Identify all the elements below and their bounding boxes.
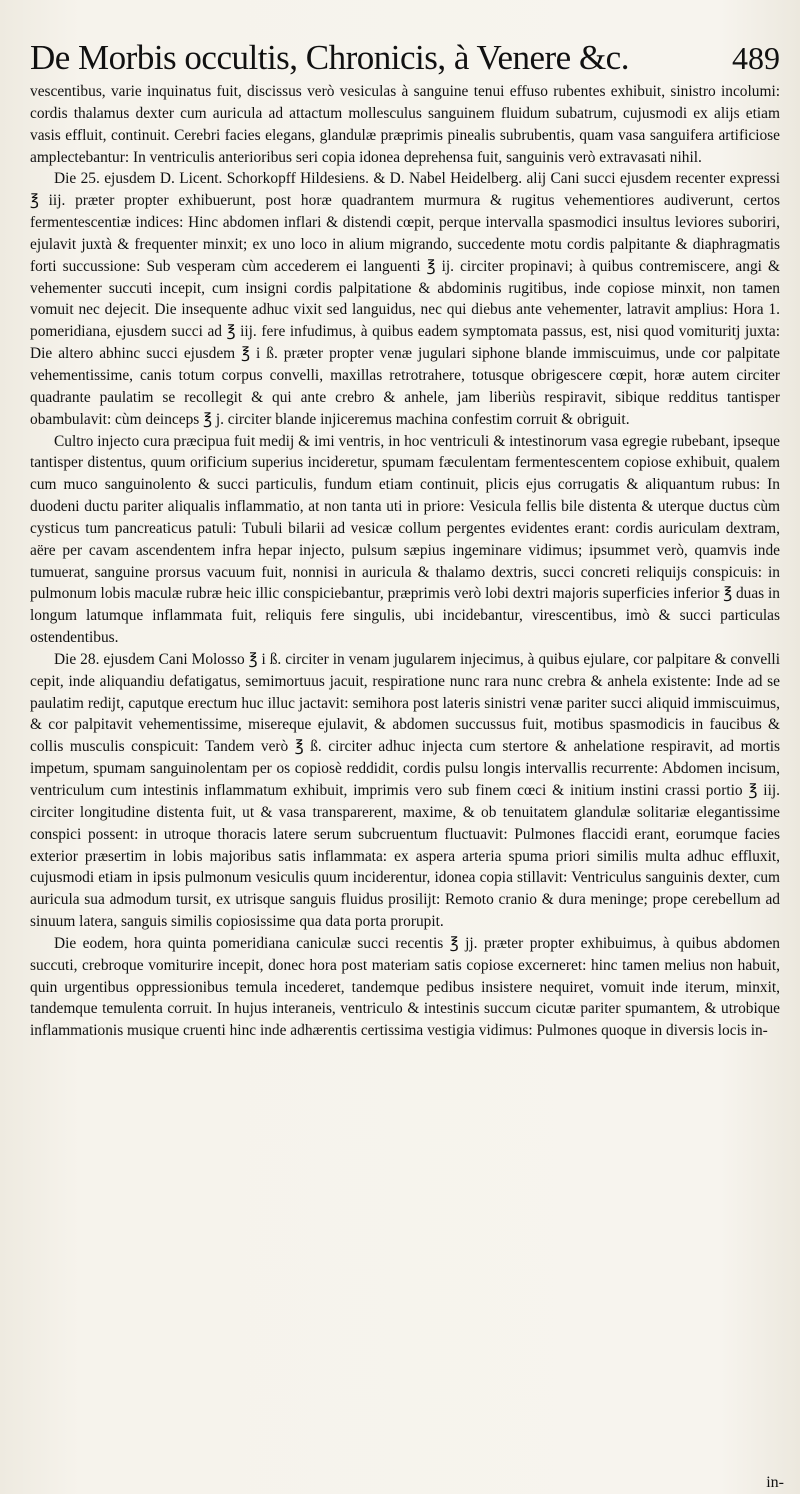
- paragraph: Die 28. ejusdem Cani Molosso ℥ i ß. circiter in venam jugularem injecimus, à quibus ejulare, cor palpitare & convelli cepit, inde aliquandiu defatigatus, semimortuus jacuit, respiratione nunc rara nunc crebra & anhela existente: Inde ad se paulatim redijt, caputque erectum huc illuc jactavit: semihora post lateris sinistri venæ pariter succi aliquid immiscuimus, & cor palpitavit vehementissime, misereque ejulavit, & abdomen succussus fuit, motibus spasmodicis in faucibus & collis musculis conspicuit: Tandem verò ℥ ß. circiter adhuc injecta cum stertore & anhelatione respiravit, ad mortis impetum, spumam sanguinolentam per os copiosè reddidit, cordis pulsu longis intervallis recurrente: Abdomen incisum, ventriculum cum intestinis inflammatum exhibuit, imprimis vero sub finem cœci & initium instini crassi portio ℥ iij. circiter longitudine distenta fuit, ut & vasa transparerent, maxime, & ob tenuitatem glandulæ solitariæ elegantissime conspici possent: in utroque thoracis latere serum subcruentum fluctuavit: Pulmones flaccidi erant, eorumque facies exterior præsertim in lobis majoribus satis inflammata: ex aspera arteria spuma priori similis multa adhuc effluxit, cujusmodi etiam in ipsis pulmonum vesiculis quum inciderentur, idonea copia stillavit: Ventriculus sanguinis dexter, cum auricula sua admodum tursit, ex utrisque sanguis fluidus prosilijt: Remoto cranio & dura meninge; prope cerebellum ad sinuum latera, sanguis similis copiosissime qua data porta prorupit.: [30, 650, 780, 931]
- page-number: 489: [732, 40, 780, 76]
- catchword: in-: [766, 1474, 784, 1491]
- running-header: [30, 40, 780, 75]
- running-title: De Morbis occultis, Chronicis, à Venere &c.: [30, 38, 629, 77]
- paragraph: vescentibus, varie inquinatus fuit, discissus verò vesiculas à sanguine tenui effuso rubentes exhibuit, sinistro incolumi: cordis thalamus dexter cum auricula ad attactum mollesculus sanguinem fluidum subatrum, cujusmodi ex alijs etiam vasis effluit, continuit. Cerebri facies elegans, glandulæ præprimis pinealis subrubentis, quam vasa sanguifera artificiose amplectebantur: In ventriculis anterioribus seri copia idonea deprehensa fuit, sanguinis verò extravasati nihil.: [30, 83, 780, 166]
- body-text: [30, 81, 780, 1042]
- paragraph: Die eodem, hora quinta pomeridiana caniculæ succi recentis ℥ jj. præter propter exhibuimus, à quibus abdomen succuti, crebroque vomiturire incepit, donec hora post materiam satis copiose excerneret: hinc tamen melius non habuit, quin urgentibus oppressionibus temula incederet, tandemque pedibus insistere nequiret, vomuit inde iterum, minxit, tandemque temulenta corruit. In hujus interaneis, ventriculo & intestinis succum cicutæ pariter spumantem, & utrobique inflammationis musique cruenti hinc inde adhærentis certissima vestigia vidimus: Pulmones quoque in diversis locis in-: [30, 934, 780, 1040]
- paragraph: Die 25. ejusdem D. Licent. Schorkopff Hildesiens. & D. Nabel Heidelberg. alij Cani succi ejusdem recenter expressi ℥ iij. præter propter exhibuerunt, post horæ quadrantem murmura & rugitus vehementiores audiverunt, certos fermentescentiæ indices: Hinc abdomen inflari & distendi cœpit, perque intervalla spasmodici insultus leviores suboriri, ejulavit juxtà & frequenter minxit; ex uno loco in alium migrando, succedente motu cordis palpitante & diaphragmatis forti succussione: Sub vesperam cùm accederem ei languenti ℥ ij. circiter propinavi; à quibus contremiscere, angi & vehementer succuti incepit, cum insigni cordis palpitatione & abdominis rugitibus, inde copiose minxit, non tamen vomuit nec dejecit. Die insequente adhuc vixit sed languidus, nec qui diebus ante vehementer, latravit amplius: Hora 1. pomeridiana, ejusdem succi ad ℥ iij. fere infudimus, à quibus eadem symptomata passus, est, nisi quod vomituritj juxta: Die altero abhinc succi ejusdem ℥ i ß. præter propter venæ jugulari siphone blande immiscuimus, unde cor palpitate vehementissime, canis totum corpus convelli, maxillas retrotrahere, totusque obrigescere cœpit, horæ autem circiter quadrante paulatim se recollegit & qui ante crebro & anhele, jam liberiùs respiravit, sibique redditus tantisper obambulavit: cùm deinceps ℥ j. circiter blande injiceremus machina confestim corruit & obriguit.: [30, 170, 780, 428]
- paragraph: Cultro injecto cura præcipua fuit medij & imi ventris, in hoc ventriculi & intestinorum vasa egregie rubebant, ipseque tantisper distentus, quum orificium superius incideretur, spumam fæculentam fermentescentem copiose exhibuit, qualem cum muco sanguinolento & succi particulis, fundum etiam continuit, plicis ejus corrugatis & aliquantum rubus: In duodeni ductu pariter aliqualis inflammatio, at non tanta uti in priore: Vesicula fellis bile distenta & uterque ductus cùm cysticus tum pancreaticus patuli: Tubuli bilarii ad vesicæ collum pergentes evidentes erant: cordis auriculam dextram, aëre per cavam ascendentem infra hepar injecto, pulsum sæpius ingeminare vidimus; ipsummet verò, quamvis inde tumuerat, sanguine prorsus vacuum fuit, nonnisi in auricula & thalamo dextris, succi concreti reliquijs conspicuis: in pulmonum lobis maculæ rubræ heic illic conspiciebantur, præprimis verò lobi dextri majoris superficies inferior ℥ duas in longum latumque inflammata fuit, reliquis fere singulis, ubi incidebantur, virescentibus, imò & succi particulas ostendentibus.: [30, 432, 780, 647]
